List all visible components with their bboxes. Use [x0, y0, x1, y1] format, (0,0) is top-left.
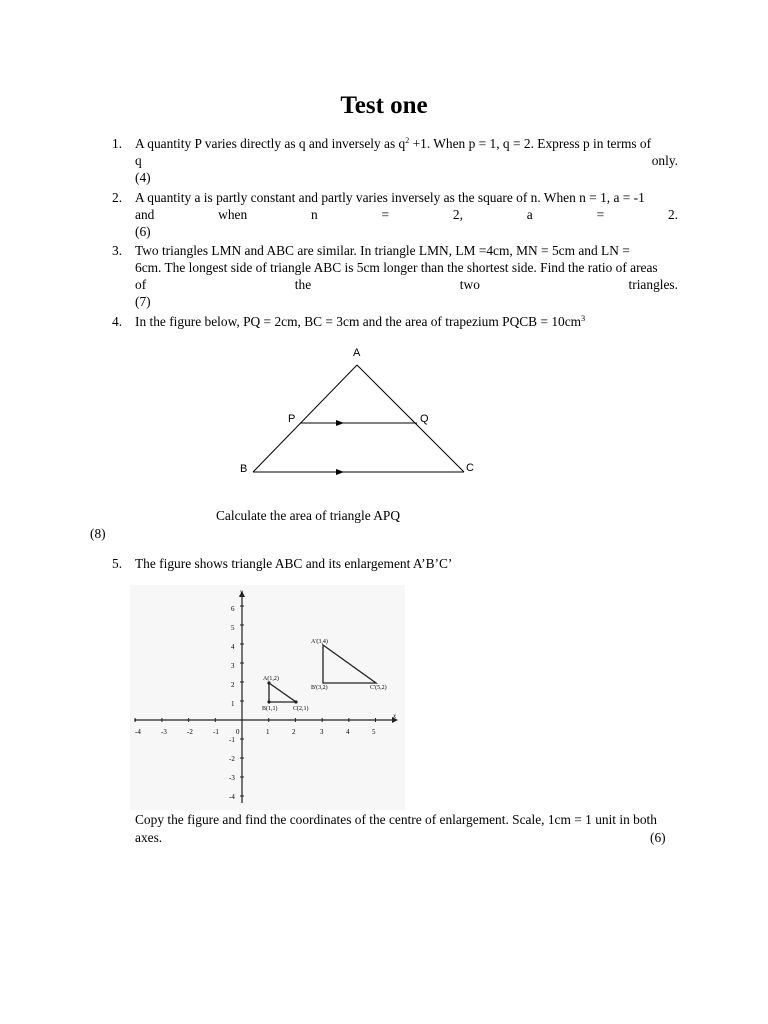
x-axis-label: x — [393, 712, 397, 720]
point-b — [267, 700, 270, 703]
point-c — [294, 700, 297, 703]
x-tick-label: -2 — [187, 728, 193, 736]
question-number: 4. — [112, 314, 123, 329]
y-tick-label: -1 — [229, 736, 235, 744]
point-label-c-prime: C'(5,2) — [370, 685, 387, 691]
question-text: A quantity P varies directly as q and inversely as $q^2 +1$. When p = 1, q = 2. Express p in terms of — [135, 136, 652, 151]
question-text: A quantity a is partly constant and partly varies inversely as the square of n. When n = 1, a = -1 — [135, 190, 645, 205]
y-tick-label: 6 — [231, 605, 235, 613]
point-label-b-prime: B'(3,2) — [311, 685, 328, 691]
question-4-marks: (8) — [90, 526, 106, 541]
question-5 — [112, 555, 678, 572]
x-tick-label: -1 — [213, 728, 219, 736]
side-ac — [357, 365, 464, 472]
x-tick-label: 3 — [320, 728, 324, 736]
question-text-line: q only. — [135, 153, 678, 168]
y-tick-label: -3 — [229, 774, 235, 782]
question-4 — [112, 313, 678, 330]
y-tick-label: 5 — [231, 624, 235, 632]
question-text: In the figure below, PQ = 2cm, BC = 3cm and the area of trapezium PQCB = $10cm^3$ — [135, 314, 586, 329]
parallel-arrow-pq — [336, 420, 344, 426]
question-3 — [112, 242, 678, 310]
y-axis-label: y — [240, 588, 244, 596]
question-1 — [112, 135, 678, 186]
x-tick-label: 1 — [266, 728, 270, 736]
point-label-b: B(1,1) — [262, 706, 278, 712]
side-ab — [253, 365, 357, 472]
question-marks: (6) — [135, 224, 151, 239]
question-marks: (7) — [135, 294, 151, 309]
question-5-instruction: Copy the figure and find the coordinates of the centre of enlargement. Scale, 1cm = 1 unit in both — [135, 812, 657, 827]
y-tick-label: 3 — [231, 662, 235, 670]
question-number: 3. — [112, 243, 123, 258]
y-tick-label: 1 — [231, 700, 235, 708]
y-tick-label: -2 — [229, 755, 235, 763]
page-title: Test one — [340, 92, 428, 119]
x-tick-label: 0 — [236, 728, 240, 736]
label-p: P — [288, 413, 296, 425]
question-text-line: and when n = 2, a = 2. — [135, 207, 678, 222]
triangle-figure — [240, 345, 490, 485]
question-text-line: 6cm. The longest side of triangle ABC is 5cm longer than the shortest side. Find the ratio of areas — [135, 260, 658, 275]
coordinate-graph — [130, 585, 405, 810]
label-q: Q — [420, 413, 429, 425]
x-tick-label: -3 — [161, 728, 167, 736]
x-tick-label: 2 — [292, 728, 296, 736]
x-tick-label: -4 — [135, 728, 141, 736]
label-c: C — [466, 462, 474, 474]
question-number: 1. — [112, 136, 123, 151]
question-number: 2. — [112, 190, 123, 205]
question-text: Two triangles LMN and ABC are similar. In triangle LMN, LM =4cm, MN = 5cm and LN = — [135, 243, 630, 258]
y-tick-label: 4 — [231, 643, 235, 651]
question-2 — [112, 189, 678, 240]
parallel-arrow-bc — [336, 469, 344, 475]
point-label-c: C(2,1) — [293, 706, 309, 712]
question-text-line: of the two triangles. — [135, 277, 678, 292]
y-tick-label: -4 — [229, 793, 235, 801]
question-4-instruction: Calculate the area of triangle APQ — [216, 508, 401, 523]
point-label-a: A(1,2) — [263, 676, 279, 682]
question-5-marks: (6) — [650, 830, 666, 845]
y-tick-label: 2 — [231, 681, 235, 689]
question-5-instruction-line2: axes. — [135, 830, 163, 845]
point-label-a-prime: A'(3,4) — [311, 639, 328, 645]
question-text: The figure shows triangle ABC and its enlargement A’B’C’ — [135, 556, 453, 571]
question-marks: (4) — [135, 170, 151, 185]
x-tick-label: 5 — [372, 728, 376, 736]
label-a: A — [353, 347, 361, 359]
x-tick-label: 4 — [346, 728, 350, 736]
question-number: 5. — [112, 556, 123, 571]
label-b: B — [240, 463, 248, 475]
graph-background — [130, 585, 405, 810]
